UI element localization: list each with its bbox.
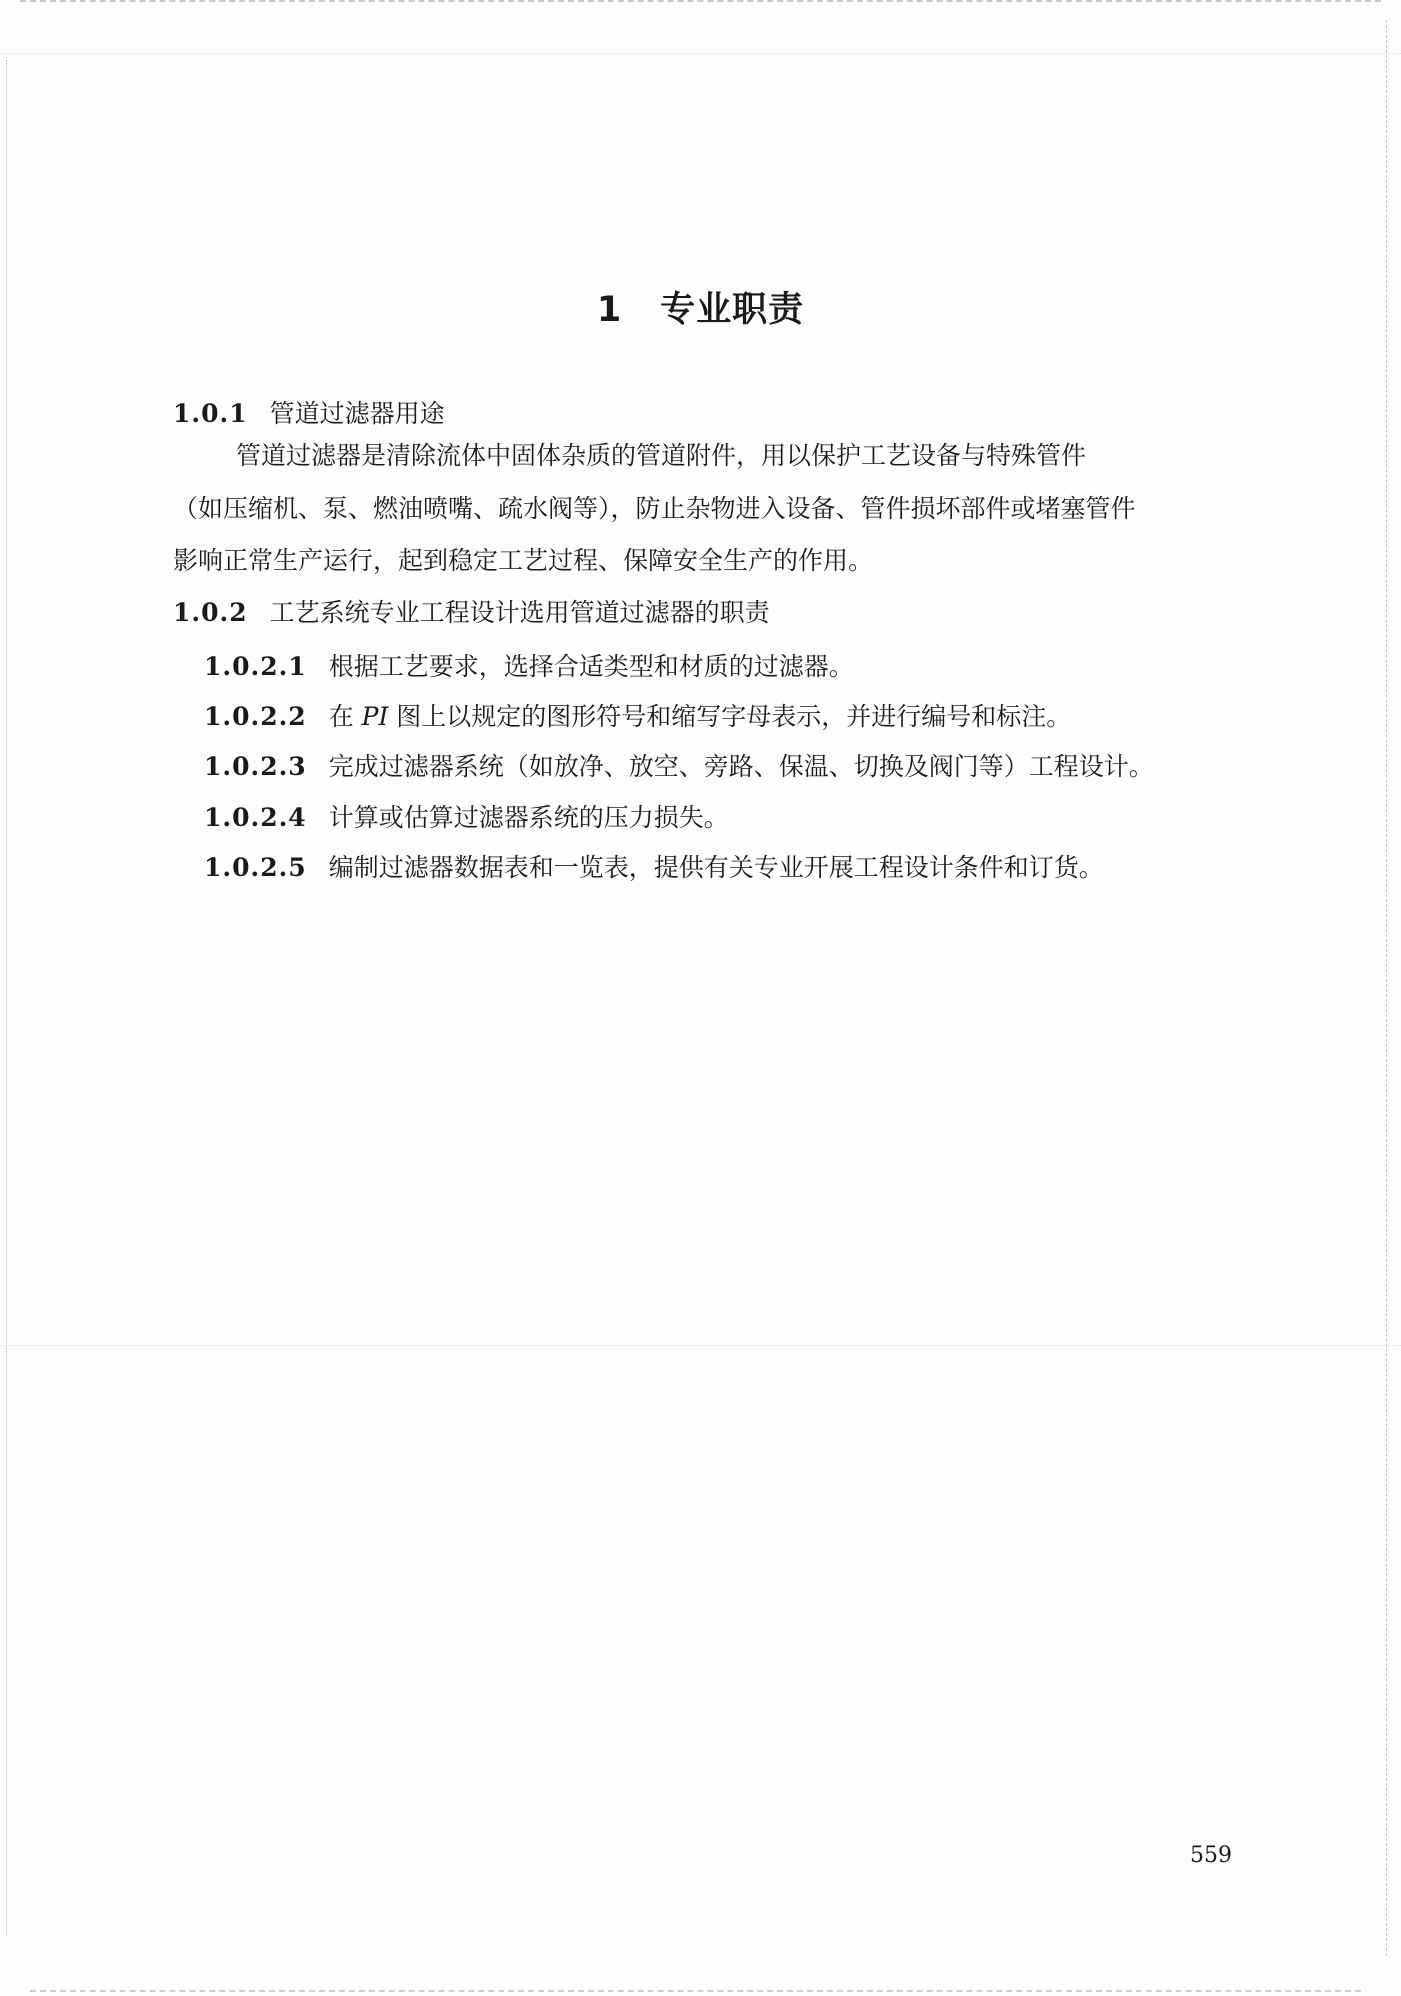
clause-number: 1.0.2.3 — [204, 752, 307, 781]
clause-number: 1.0.2.2 — [204, 702, 307, 731]
list-item-italic: PI — [361, 702, 389, 731]
scan-artifact-line — [0, 1345, 1401, 1346]
list-item-text: 在 — [328, 702, 362, 731]
list-item-text: 编制过滤器数据表和一览表，提供有关专业开展工程设计条件和订货。 — [328, 853, 1104, 882]
page-number: 559 — [1190, 1843, 1232, 1868]
list-item-text: 图上以规定的图形符号和缩写字母表示，并进行编号和标注。 — [388, 702, 1072, 731]
list-item-text: 根据工艺要求，选择合适类型和材质的过滤器。 — [328, 652, 854, 681]
clause-number: 1.0.2.4 — [204, 803, 307, 832]
chapter-title — [0, 282, 1401, 332]
scan-artifact-left — [6, 60, 9, 1936]
section-heading — [173, 398, 445, 430]
clause-number: 1.0.1 — [173, 399, 248, 428]
chapter-title-text: 专业职责 — [660, 290, 805, 330]
scan-artifact-top — [20, 0, 1381, 6]
section-heading — [173, 597, 770, 629]
paragraph-line: 影响正常生产运行，起到稳定工艺过程、保障安全生产的作用。 — [173, 546, 874, 575]
section-title: 管道过滤器用途 — [269, 399, 445, 428]
scan-artifact-bottom — [30, 1986, 1361, 1992]
list-item-text: 计算或估算过滤器系统的压力损失。 — [328, 803, 729, 832]
paragraph-line: 管道过滤器是清除流体中固体杂质的管道附件，用以保护工艺设备与特殊管件 — [236, 441, 1087, 470]
clause-number: 1.0.2.5 — [204, 853, 307, 882]
chapter-number: 1 — [596, 290, 623, 330]
paragraph-line: （如压缩机、泵、燃油喷嘴、疏水阀等），防止杂物进入设备、管件损坏部件或堵塞管件 — [173, 494, 1136, 523]
list-item — [204, 701, 1071, 733]
section-title: 工艺系统专业工程设计选用管道过滤器的职责 — [269, 598, 770, 627]
list-item — [204, 651, 854, 683]
list-item — [204, 802, 729, 834]
list-item — [204, 751, 1154, 783]
scan-artifact-line — [0, 53, 1401, 54]
list-item — [204, 852, 1104, 884]
clause-number: 1.0.2.1 — [204, 652, 307, 681]
clause-number: 1.0.2 — [173, 598, 248, 627]
list-item-text: 完成过滤器系统（如放净、放空、旁路、保温、切换及阀门等）工程设计。 — [328, 752, 1154, 781]
